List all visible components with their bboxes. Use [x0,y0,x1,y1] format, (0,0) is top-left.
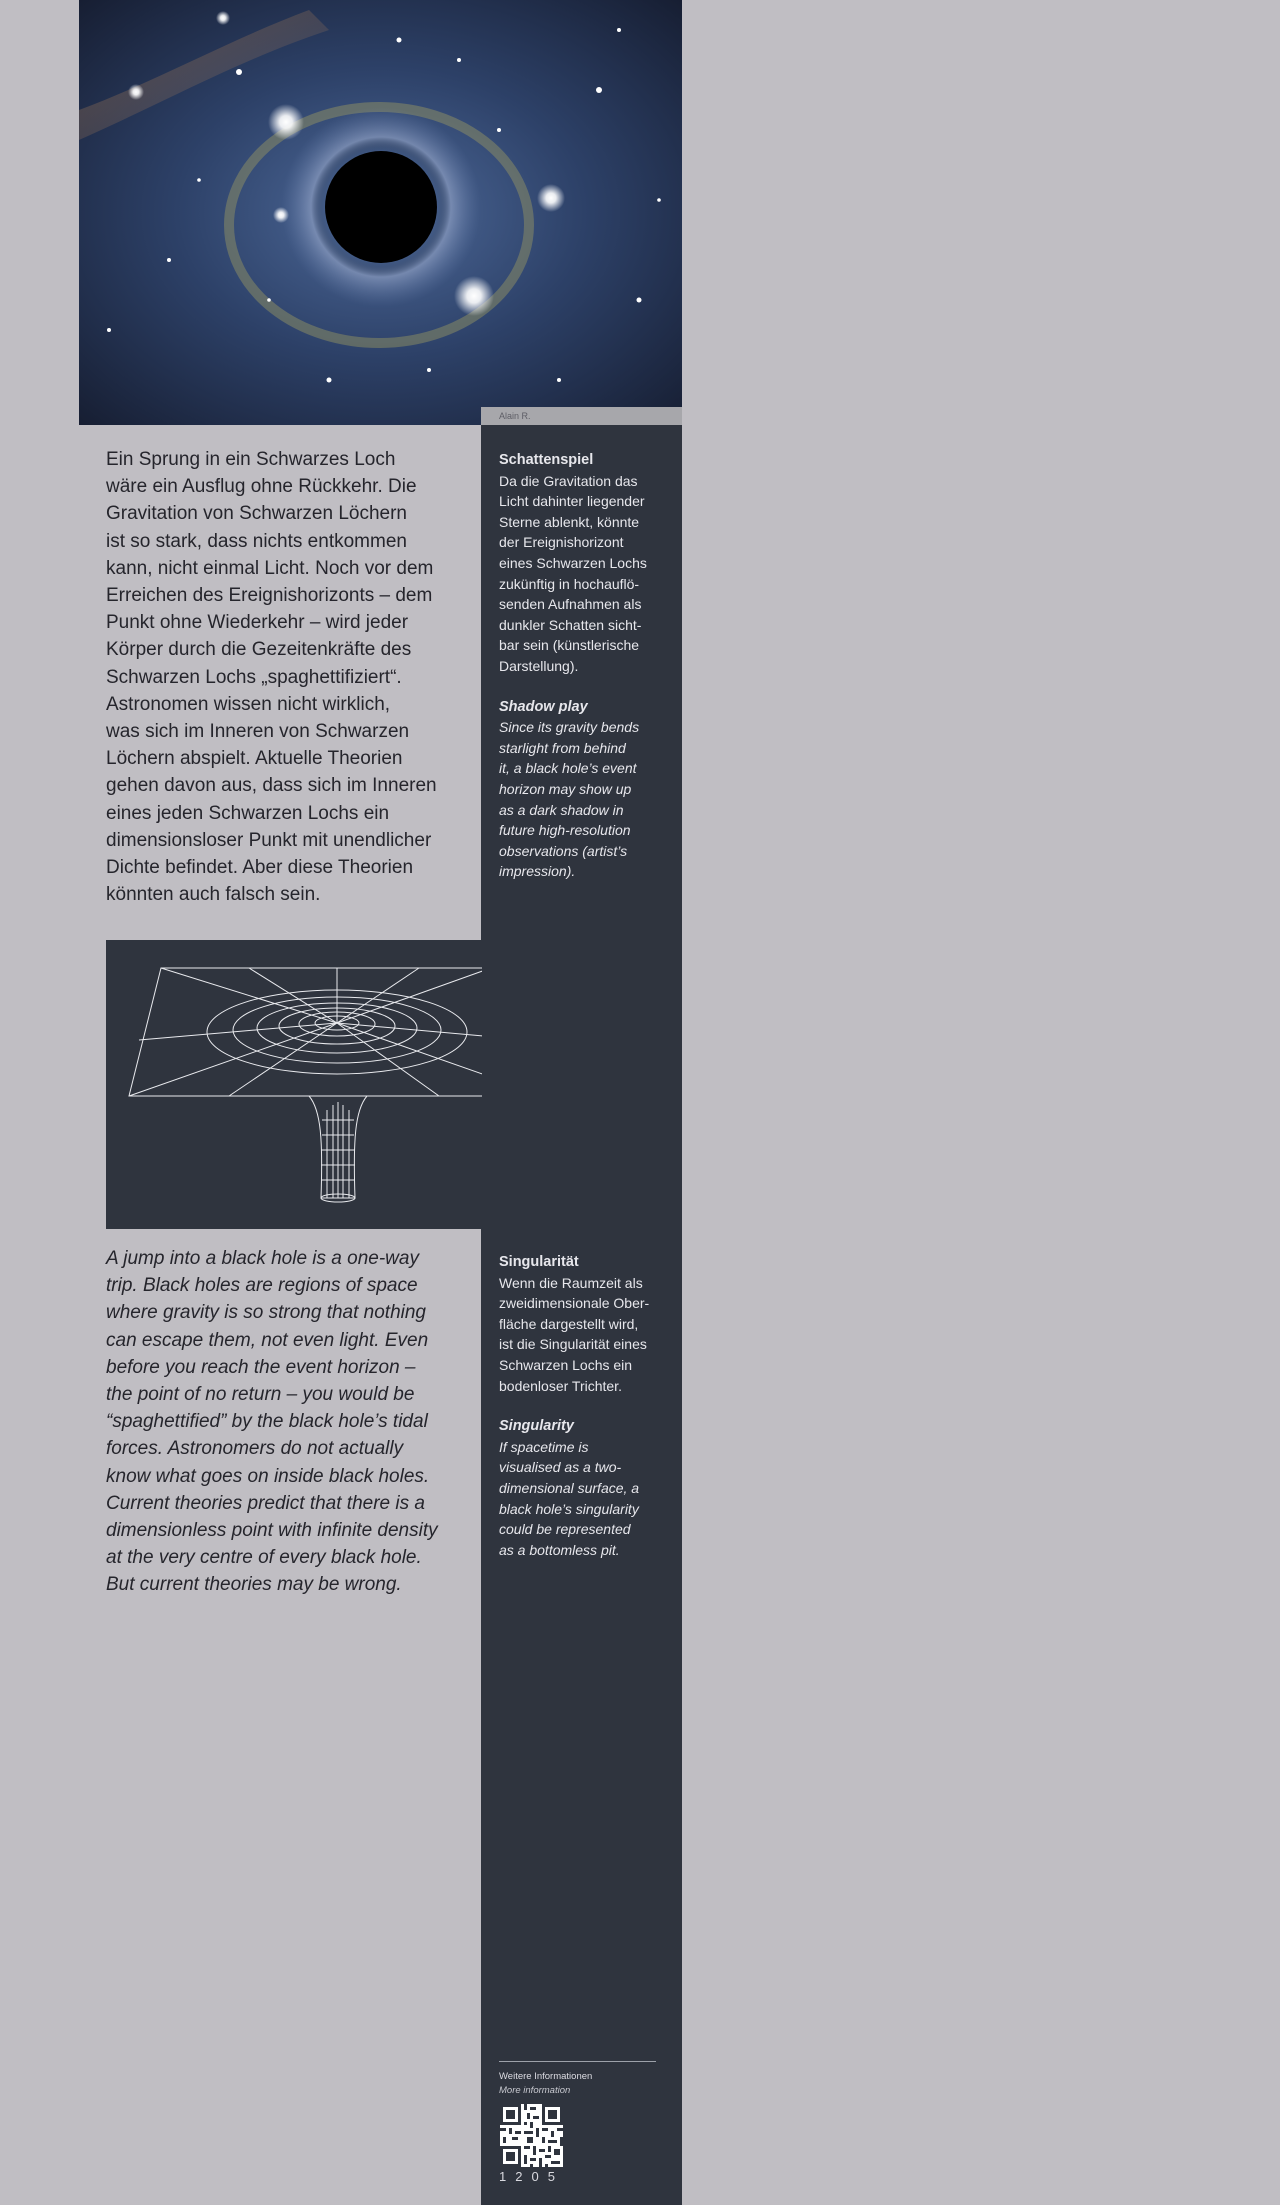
page-number: 1205 [499,2169,564,2184]
body-line: at the very centre of every black hole. [106,1547,422,1569]
body-line: Ein Sprung in ein Schwarzes Loch [106,449,396,470]
caption-line: Schwarzen Lochs ein [499,1356,633,1373]
caption-line: dimensional surface, a [499,1479,640,1496]
body-line: “spaghettified” by the black hole’s tidal [106,1411,428,1433]
caption-line: If spacetime is [499,1438,589,1455]
body-line: Löchern abspielt. Aktuelle Theorien [106,748,403,770]
caption-line: future high-resolution [499,822,631,839]
body-line: forces. Astronomers do not actually [106,1438,404,1460]
caption-line: it, a black hole’s event [499,760,637,777]
caption-line: visualised as a two- [499,1459,622,1476]
body-line: Erreichen des Ereignishorizonts – dem [106,585,433,607]
caption-line: Da die Gravitation das [499,472,638,489]
body-line: know what goes on inside black holes. [106,1465,430,1487]
caption-line: as a dark shadow in [499,801,624,818]
caption-line: fläche dargestellt wird, [499,1315,639,1332]
caption-line: starlight from behind [499,739,626,756]
body-line: gehen davon aus, dass sich im Inneren [106,775,437,797]
caption-line: senden Aufnahmen als [499,596,642,613]
body-line: Dichte befindet. Aber diese Theorien [106,857,414,879]
caption-line: ist die Singularität eines [499,1336,647,1353]
body-line: trip. Black holes are regions of space [106,1275,418,1297]
caption-line: impression). [499,863,576,880]
qr-code-graphic [500,2104,563,2167]
caption-heading-de: Singularität [499,1254,579,1270]
diagram-background-extension [481,940,682,1229]
caption-line: Darstellung). [499,657,579,674]
spacetime-funnel-diagram [106,940,482,1229]
qr-code-icon[interactable] [500,2104,563,2167]
caption-line: observations (artist’s [499,842,628,859]
body-line: the point of no return – you would be [106,1384,415,1406]
body-line: Punkt ohne Wiederkehr – wird jeder [106,612,409,634]
caption-line: Since its gravity bends [499,719,640,736]
body-line: A jump into a black hole is a one-way [106,1248,419,1269]
body-line: wäre ein Ausflug ohne Rückkehr. Die [106,476,417,498]
body-line: But current theories may be wrong. [106,1574,402,1596]
body-line: kann, nicht einmal Licht. Noch vor dem [106,557,434,579]
caption-shadow-play [499,450,669,882]
caption-line: as a bottomless pit. [499,1541,620,1558]
caption-line: horizon may show up [499,780,632,797]
black-hole-illustration [79,0,682,425]
image-credit: Alain R. [499,411,531,421]
caption-line: dunkler Schatten sicht- [499,616,642,633]
caption-line: der Ereignishorizont [499,534,624,551]
more-info-label-de: Weitere Informationen [499,2071,593,2082]
body-line: was sich im Inneren von Schwarzen [106,721,410,743]
more-info-label-en: More information [499,2085,571,2096]
body-line: eines jeden Schwarzen Lochs ein [106,802,390,824]
body-line: Current theories predict that there is a [106,1492,425,1514]
body-line: can escape them, not even light. Even [106,1329,429,1351]
caption-heading-de: Schattenspiel [499,452,594,468]
body-line: where gravity is so strong that nothing [106,1302,427,1324]
caption-line: could be represented [499,1521,631,1538]
body-line: dimensionless point with infinite density [106,1520,438,1542]
body-line: before you reach the event horizon – [106,1356,416,1378]
caption-singularity [499,1252,669,1560]
caption-line: eines Schwarzen Lochs [499,554,647,571]
body-line: Astronomen wissen nicht wirklich, [106,693,391,715]
caption-line: black hole’s singularity [499,1500,639,1517]
caption-line: zweidimensionale Ober- [499,1295,650,1312]
caption-line: Sterne ablenkt, könnte [499,513,640,530]
caption-line: bar sein (künstlerische [499,637,640,654]
spacetime-grid-illustration [106,940,482,1229]
main-text-en [106,1245,451,1599]
more-information [499,2061,656,2098]
main-text-de [106,446,451,908]
body-line: Körper durch die Gezeitenkräfte des [106,639,412,661]
caption-line: Wenn die Raumzeit als [499,1274,643,1291]
body-line: Gravitation von Schwarzen Löchern [106,503,407,525]
body-line: dimensionsloser Punkt mit unendlicher [106,829,432,851]
hero-black-hole-image [79,0,682,425]
caption-line: bodenloser Trichter. [499,1377,622,1394]
caption-heading-en: Shadow play [499,698,588,715]
body-line: könnten auch falsch sein. [106,884,321,906]
body-line: Schwarzen Lochs „spaghettifiziert“. [106,666,402,688]
body-line: ist so stark, dass nichts entkommen [106,530,407,552]
caption-line: Licht dahinter liegender [499,493,645,510]
caption-line: zukünftig in hochauflö- [499,575,640,592]
caption-heading-en: Singularity [499,1418,574,1435]
